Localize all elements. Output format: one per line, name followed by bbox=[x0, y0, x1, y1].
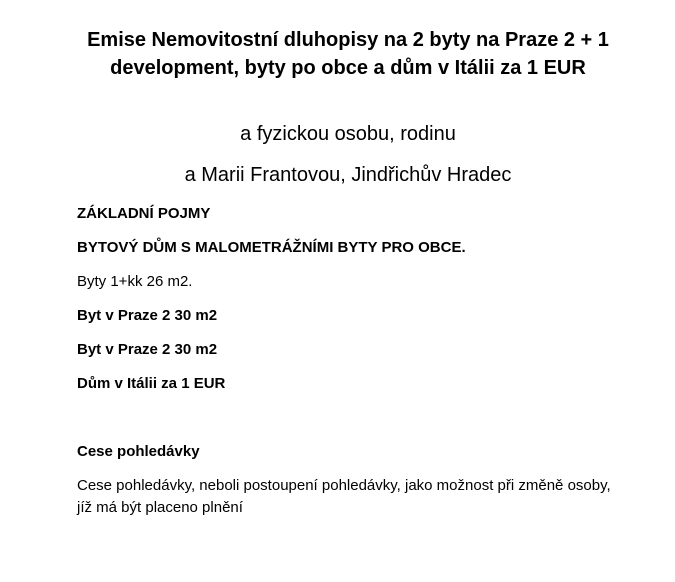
paragraph-apartments-size: Byty 1+kk 26 m2. bbox=[77, 273, 193, 290]
paragraph-prague-flat-2: Byt v Praze 2 30 m2 bbox=[77, 341, 218, 358]
document-subtitle-2: a Marii Frantovou, Jindřichův Hradec bbox=[184, 164, 512, 186]
section-heading-assignment: Cese pohledávky bbox=[77, 443, 200, 460]
section-heading-apartment-building: BYTOVÝ DŮM S MALOMETRÁŽNÍMI BYTY PRO OBCE. bbox=[77, 239, 466, 256]
document-subtitle-1: a fyzickou osobu, rodinu bbox=[240, 123, 456, 145]
paragraph-prague-flat-1: Byt v Praze 2 30 m2 bbox=[77, 307, 218, 324]
section-heading-basic-terms: ZÁKLADNÍ POJMY bbox=[77, 205, 211, 222]
paragraph-italy-house: Dům v Itálii za 1 EUR bbox=[77, 375, 226, 392]
document-title: Emise Nemovitostní dluhopisy na 2 byty na Praze 2 + 1 development, byty po obce a dům v Itálii za 1 EUR bbox=[87, 29, 609, 79]
paragraph-assignment-text: Cese pohledávky, neboli postoupení pohledávky, jako možnost při změně osoby, jíž má být placeno plnění bbox=[77, 477, 611, 516]
title-block bbox=[60, 26, 636, 82]
